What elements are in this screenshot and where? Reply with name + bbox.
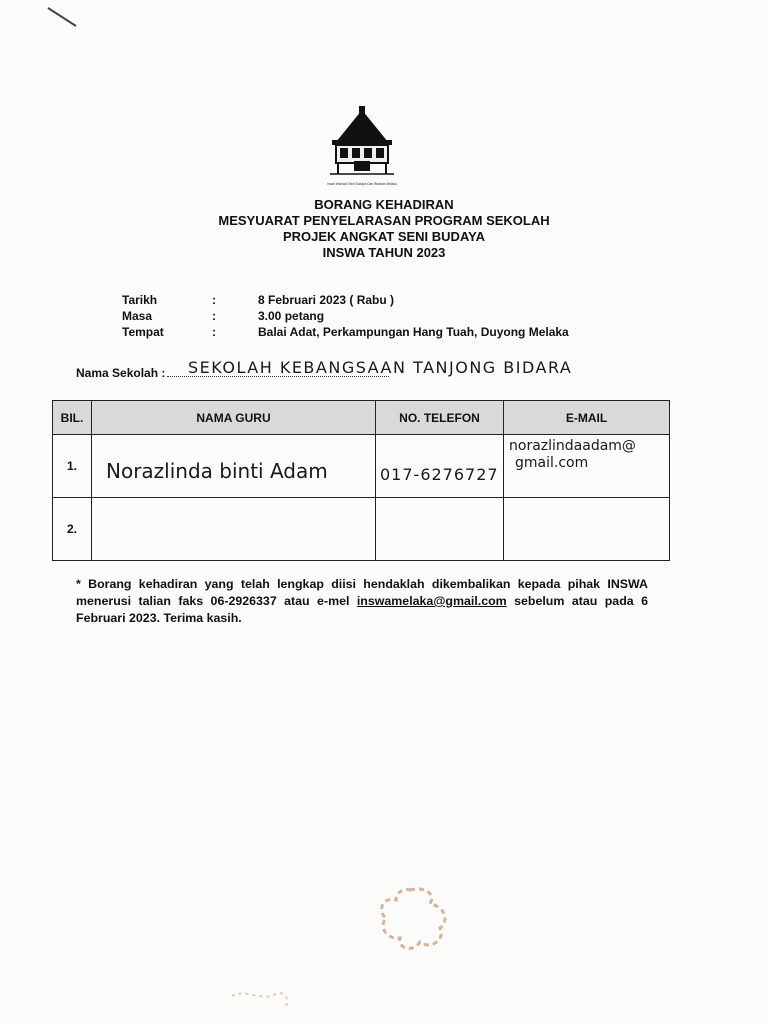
stain-mark [226,976,296,1016]
row-number: 1. [53,435,92,498]
table-row [53,435,670,498]
phone-handwritten: 017-6276727 [380,464,499,484]
submission-note [76,576,648,627]
note-text-1: * Borang kehadiran yang telah lengkap diisi hendaklah dikembalikan kepada pihak INSWA menerusi talian faks 06-2926337 atau e-mel [76,577,648,608]
note-email-link[interactable]: inswamelaka@gmail.com [356,594,507,608]
info-value: 8 Februari 2023 ( Rabu ) [258,293,395,307]
school-name-label: Nama Sekolah : [76,366,166,380]
note-text-2: sebelum atau pada 6 Februari 2023. Terima kasih. [76,594,648,625]
email-cell[interactable] [504,498,670,561]
teacher-name-cell[interactable] [92,498,376,561]
header-no-telefon: NO. TELEFON [376,401,504,435]
attendance-table [52,400,670,561]
table-row [53,498,670,561]
phone-cell[interactable] [376,435,504,498]
email-cell[interactable] [504,435,670,498]
scan-corner-mark [44,4,80,30]
email-handwritten [504,435,669,472]
header-bil: BIL. [53,401,92,435]
inswa-logo [326,106,398,188]
school-name-handwritten: SEKOLAH KEBANGSAAN TANJONG BIDARA [188,358,573,377]
heading-line-2: MESYUARAT PENYELARASAN PROGRAM SEKOLAH [218,213,550,228]
info-row-masa [122,308,569,324]
teacher-name-handwritten: Norazlinda binti Adam [106,459,328,483]
info-row-tarikh [122,292,569,308]
teacher-name-cell[interactable] [92,435,376,498]
form-heading [0,197,768,261]
email-line-2: gmail.com [515,455,589,471]
info-label: Masa [122,309,153,323]
info-separator: : [212,309,216,323]
stain-mark [370,880,460,960]
meeting-info [122,292,569,340]
logo-caption: Insan Warisan Seni Budaya Dan Warisan Melaka [327,182,397,186]
header-nama-guru: NAMA GURU [92,401,376,435]
info-value: Balai Adat, Perkampungan Hang Tuah, Duyong Melaka [258,325,569,339]
table-header-row [53,401,670,435]
info-label: Tempat [122,325,164,339]
heading-line-4: INSWA TAHUN 2023 [322,245,446,260]
info-value: 3.00 petang [258,309,325,323]
info-row-tempat [122,324,569,340]
heading-line-1: BORANG KEHADIRAN [314,197,454,212]
heading-line-3: PROJEK ANGKAT SENI BUDAYA [282,229,486,244]
info-label: Tarikh [122,293,158,307]
email-line-1: norazlindaadam@ [509,438,636,454]
info-separator: : [212,325,216,339]
info-separator: : [212,293,216,307]
row-number: 2. [53,498,92,561]
header-email: E-MAIL [504,401,670,435]
phone-cell[interactable] [376,498,504,561]
